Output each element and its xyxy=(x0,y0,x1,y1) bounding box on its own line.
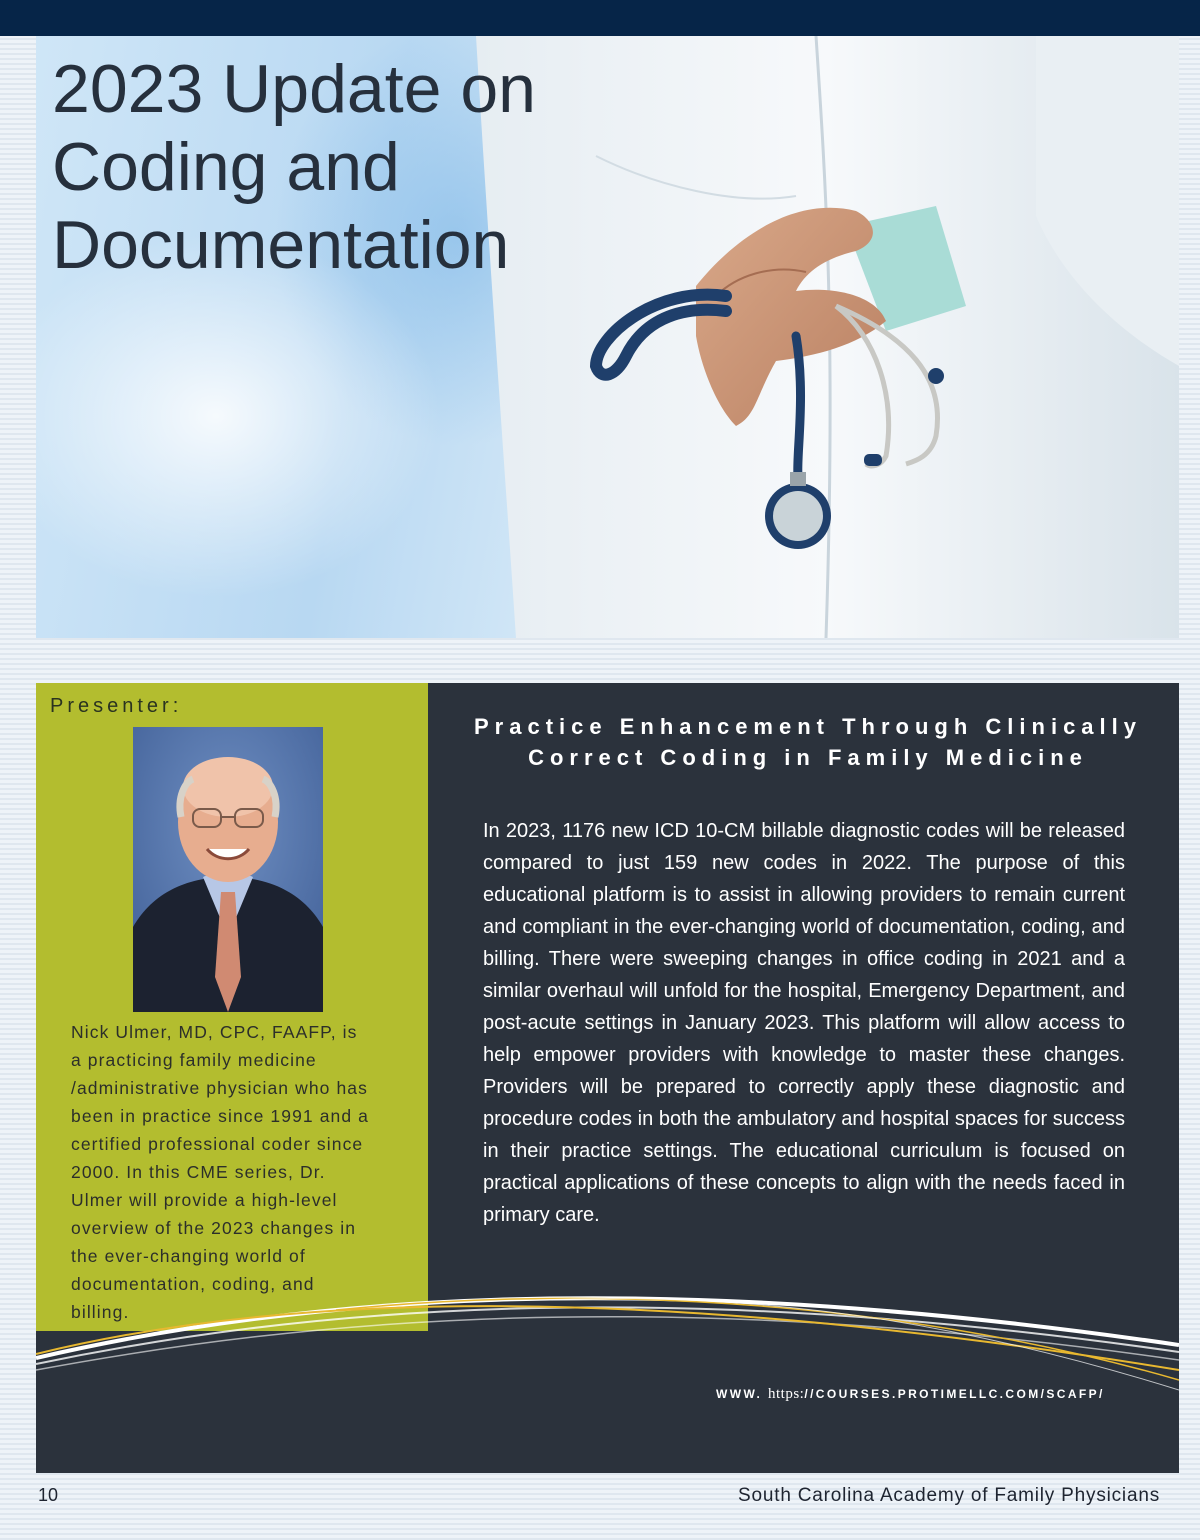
presenter-label: Presenter: xyxy=(50,695,183,717)
bio-line: a practicing family medicine xyxy=(71,1050,317,1070)
program-title-line-1: Practice Enhancement Through Clinically xyxy=(474,714,1142,739)
program-title-line-2: Correct Coding in Family Medicine xyxy=(528,745,1088,770)
page-title xyxy=(52,50,652,284)
course-website-link[interactable] xyxy=(716,1386,1146,1403)
title-line-2: Coding and xyxy=(52,129,400,205)
bio-line: billing. xyxy=(71,1302,130,1322)
title-line-1: 2023 Update on xyxy=(52,51,536,127)
bio-line: Nick Ulmer, MD, CPC, FAAFP, is xyxy=(71,1022,358,1042)
bio-line: Ulmer will provide a high-level xyxy=(71,1190,338,1210)
page-number: 10 xyxy=(38,1485,59,1505)
top-bar xyxy=(0,0,1200,36)
program-description: In 2023, 1176 new ICD 10-CM billable diagnostic codes will be released compared to just 159 new codes in 2022. The purpose of this educational platform is to assist in allowing providers to remain current and compliant in the ever-changing world of documentation, coding, and billing. There were sweeping changes in office coding in 2021 and a similar overhaul will unfold for the hospital, Emergency Department, and post-acute settings in January 2023. This platform will allow access to help empower providers with knowledge to master these changes. Providers will be prepared to correctly apply these diagnostic and procedure codes in both the ambulatory and hospital spaces for success in their practice settings. The educational curriculum is focused on practical applications of these concepts to align with the needs faced in primary care. xyxy=(483,820,1125,1226)
bio-line: 2000. In this CME series, Dr. xyxy=(71,1162,326,1182)
bio-line: been in practice since 1991 and a xyxy=(71,1106,370,1126)
decorative-wave-lines xyxy=(36,1270,1179,1400)
website-protocol: https: xyxy=(768,1386,805,1402)
bio-line: the ever-changing world of xyxy=(71,1246,306,1266)
bio-line: overview of the 2023 changes in xyxy=(71,1218,357,1238)
presenter-portrait-image xyxy=(133,727,323,1012)
website-path: //COURSES.PROTIMELLC.COM/SCAFP/ xyxy=(804,1387,1105,1401)
website-prefix: WWW. xyxy=(716,1387,763,1401)
presenter-panel xyxy=(36,683,428,1331)
title-line-3: Documentation xyxy=(52,207,510,283)
hero-banner xyxy=(36,36,1179,638)
program-title xyxy=(468,711,1148,773)
presenter-photo xyxy=(133,727,323,1012)
bio-line: certified professional coder since xyxy=(71,1134,364,1154)
bio-line: documentation, coding, and xyxy=(71,1274,315,1294)
bio-line: /administrative physician who has xyxy=(71,1078,368,1098)
footer-organization: South Carolina Academy of Family Physicians xyxy=(738,1485,1160,1506)
